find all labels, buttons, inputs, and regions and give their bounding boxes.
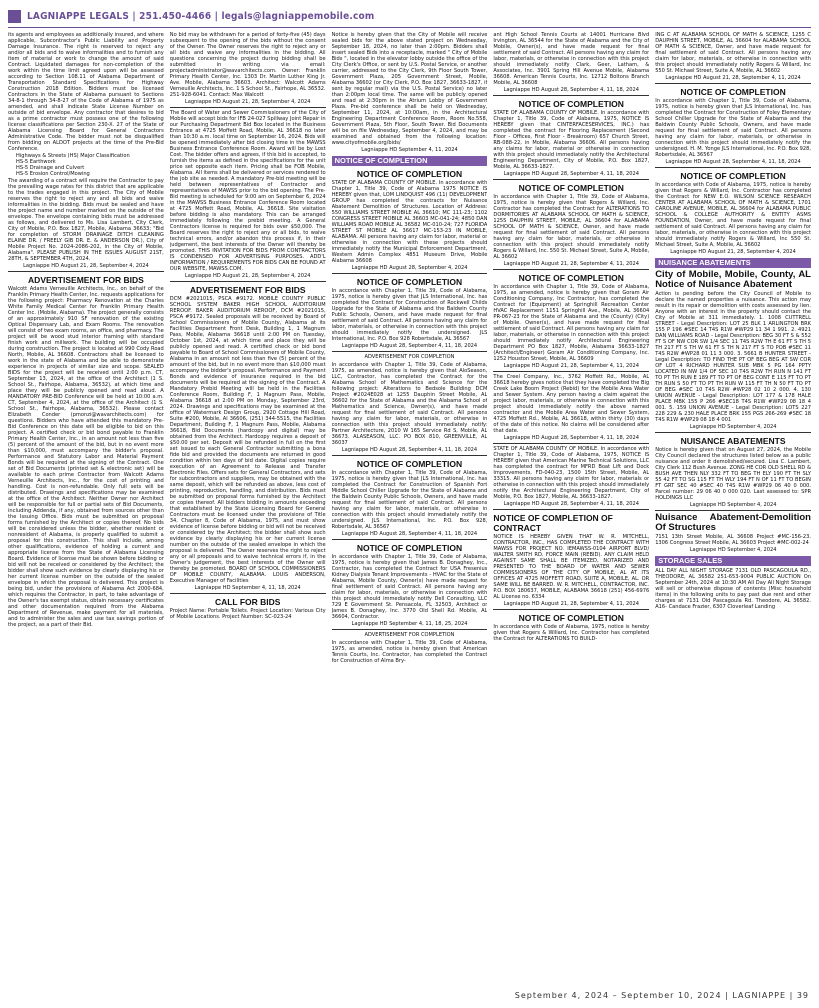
notice-heading: CALL FOR BIDS xyxy=(214,597,281,607)
divider xyxy=(655,167,811,168)
section-bar: NOTICE OF COMPLETION xyxy=(332,156,488,166)
notice-text: In accordance with Chapter 1, Title 39, Code of Alabama, 1975, as amended, notice is hereby given that American Tennis Courts, Inc. Contractor, has completed the Contract for Construction of Alma Bry- xyxy=(331,640,488,664)
page-footer: September 4, 2024 – September 10, 2024 | LAGNIAPPE | 39 xyxy=(514,991,809,1000)
legal-columns xyxy=(8,32,811,982)
notice-text: Walcott Adams Verneuille Architects, Inc., on behalf of the Franklin Primary Health Center, Inc. requests applications for the following project: Pharmacy Renovation at the Charles White Family Medical Center for Franklin Primary Health Center Inc. (Mobile, Alabama). The project generally consists of an approximately 910 SF renovation of the existing Optical Dispensary Lab, and Exam Rooms. The renovation will consist of two exam rooms, an office, and pharmacy. The project will be wood stud interior framing with standard finish work and millwork. The building will be occupied during construction. The project is located at 990 Cody Road North, Mobile, AL 36608. Contractors shall be licensed to work in the state of Alabama and be able to demonstrate experience in projects of similar size and scope. SEALED BIDS for the project will be received until 2:00 p.m. CT, September 13, 2024, at the office of the Architect (1 S. School St., Fairhope, Alabama, 36532), at which time and place they will be publicly opened and read aloud. A MANDATORY PRE-BID Conference will be held at 10:00 a.m. CT, September 4, 2024, at the office of the Architect (1 S. School St., Fairhope, Alabama, 36532). Please contact Elizabeth Conder (pmonzi@wavarchitects.com) for questions. Bidders who have attended this mandatory Pre-Bid Conference on this date will be eligible to bid on this project. A certified check or bid bond payable to Franklin Primary Health Center, Inc., in an amount not less than five (5) percent of the amount of the bid, but in no event more than $10,000, must accompany the bidder's proposal. Performance and Statutory Labor and Material Payment Bonds will be required at the signing of the Contract. One set of Bid Documents (printed set & electronic set) will be available to each prime Contractor from Walcott Adams Verneuille Architects, Inc., for the cost of printing and handling. Cost is non-refundable. Only full sets will be distributed. Drawings and specifications may be examined at the office of the Architect. Neither Owner nor Architect will be responsible for full or partial sets of Bid Documents, including Addenda, if any, obtained from sources other than the Issuing Office. Bids must be submitted on proposal forms furnished by the Architect or copies thereof. No bids will be considered unless the bidder, whether resident or nonresident of Alabama, is properly qualified to submit a proposal for this construction. This shall include, among other qualifications, evidence of holding a current and appropriate license from the State of Alabama Licensing Board. Evidence of license must be shown before bidding or bid will not be received or considered by the Architect; the bidder shall show such evidence by clearly displaying his or her current license number on the outside of the sealed envelope in which the proposal is delivered. This project is being bid, under the provisions of Alabama Act 2000-684, which requires the Contractor, in part, to take advantage of the Owner's tax exempt status, obtain necessary certificates and other documentation required from the Alabama Department of Revenue, make payment for all materials, and to administer the sales and use tax savings portion of the project, as a part of their Bid. xyxy=(8,286,164,628)
divider xyxy=(170,107,326,108)
notice-heading: NUISANCE ABATEMENTS xyxy=(680,436,786,446)
notice-signature: Lagniappe HD August 21, 28, September 4, 11, 2024 xyxy=(503,601,639,607)
list-item: • HS-5 Erosion Control/Mowing xyxy=(16,171,164,177)
notice-signature: Lagniappe HD August 21, 28, September 4, 2024 xyxy=(23,263,149,269)
notice-text: ALL DAY ALL NIGHT STORAGE 7131 OLD PASCAGOULA RD., THEODORE, AL 36582 251-653-9004 PUBLIC AUCTION On September 24th, 2024 at 10:30 AM All Day All Night Storage will sell or otherwise dispose of contents (Misc household items) in the following units to pay past due rent and other charges at 7131 Old Pascagoula Rd. Theodore, AL 36582. A16- Candace Frazier, 6307 Cloverleaf Landing xyxy=(655,568,811,610)
notice-text: In accordance with Chapter 1, Title 39, Code of Alabama, 1975, notice is hereby given that JLS International, Inc. has completed the Contract for Construction of Rockwell Childs Upgrade for the State of Alabama and the Baldwin County Public Schools, Owners, and have made request for final settlement of said Contract. All persons having any claim for labor, materials, or otherwise in connection with this project should immediately notify the undersigned. JLS International, Inc. P.O. Box 928 Robertsdale, AL 36567 xyxy=(331,288,488,342)
divider xyxy=(493,509,649,510)
notice-signature: Lagniappe HD September 4, 2024 xyxy=(689,547,777,553)
notice-text: ant High School Tennis Courts at 14001 Hurricane Blvd Irvington, AL 36544 for the State of Alabama and the City of Mobile, Owner(s), and have made request for final settlement of said Contract. All persons having any claim for labor, materials, or otherwise in connection with this project should immediately notify Clark, Geer, Latham, & Associates, Inc. 3901 Spring Hill Avenue Mobile, Alabama 36608. American Tennis Courts, Inc. 12712 Boltons Branch Mobile, AL 36608 xyxy=(493,32,650,86)
notice-text: The Board of Water and Sewer Commissioners of the City of Mobile will accept bids for IFB 24-027 Spillway Joint Repair in our Purchasing Department Bid Box located in the Business Entrance at 4725 Moffett Road, Mobile, AL 36618 no later than 10:30 a.m. local time on September 16, 2024. Bids will be opened immediately after bid closing time in the MAWSS Business Entrance Conference Room. Award will be by Lost Cost. The bidder offers and agrees, if this bid is accepted, to furnish the items as defined in the specifications for the unit price set opposite each item. Pricing shall be FOB Mobile, Alabama. All items shall be delivered or services rendered to the job site as needed. A mandatory Pre-bid meeting will be held between representatives of Contractor and representatives of MAWSS prior to the bid opening. The Pre-Bid meeting is scheduled for 9:00 am on September 6, 2024 in the MAWSS Business Entrance Conference Room located at 4725 Moffett Road, Mobile, AL 36618. Site visitation before bidding is also mandatory. This can be arranged immediately following the prebid meeting. A General Contractors license is required for bids over $50,000. The Board reserves the right to reject any or all bids, to waive technical errors, and/or abandon this process if, in their judgement, the best interests of the Owner will thereby be promoted. THIS INVITATION FOR BIDS FROM CONTRACTORS IS CONDENSED FOR ADVERTISING PURPOSES. ADD'L INFORMATION / REQUIREMENTS FOR BIDS CAN BE FOUND AT OUR WEBSITE, MAWSS.COM. xyxy=(169,110,326,272)
notice-text: In accordance with Chapter 1, Title 39, Code of Alabama, 1975, notice is hereby given that James B. Donaghey, Inc., Contractor, has completed the Contract for USA Fresenius Kidney Dialysis Tenant Improvements - HVAC for the State of Alabama, Mobile County, Owner(s) have made request for final settlement of said Contract. All persons having any claim for labor, materials, or otherwise in connection with this project should immediately notify Dell Consulting, LLC 729 E Government St. Pensacola, FL 32503, Architect or James B. Donaghey, Inc. 3770 Old Shell Rd. Mobile, AL 36604, Contractor. xyxy=(331,554,488,620)
notice-signature: Lagniappe HD August 28, September 4, 11, 18, 2024 xyxy=(665,159,801,165)
notice-heading: NOTICE OF COMPLETION xyxy=(680,87,786,97)
notice-signature: Lagniappe HD August 21, 28, September 4, 2024 xyxy=(184,273,311,279)
list-item: • HS-5 Earthwork xyxy=(16,159,164,165)
divider xyxy=(332,539,488,540)
notice-text: STATE OF ALABAMA COUNTY OF MOBILE. In accordance with Chapter 1, Title 39, Code of Alabama, 1975, NOTICE IS HEREBY given that CINTERFACESERVICES, INC.) has completed the contract for Flooring Replacement (Second Floor - Offices, First Floor - Breakroom) 657 Church Street, RB-088-22, in Mobile, Alabama 36606. All persons having any claims for labor, material or otherwise in connection with this project should immediately notify the Architectural Engineering Department, City of Mobile, P.O. Box 1827, Mobile, AL 36633-1827. xyxy=(493,110,650,170)
notice-signature: Lagniappe HD August 28, September 4, 11, 18, 2024 xyxy=(503,171,639,177)
notice-text: In accordance with Chapter 1, Title 39, Code of Alabama, 1975, notice is hereby given that JLS International, Inc. has completed the Contract for Construction of Foley Elementary School Chiller Upgrade for the State of Alabama and the Baldwin County Public Schools, Owners, and have made request for final settlement of said Contract. All persons having any claim for labor, materials, or otherwise in connection with this project should immediately notify the undersigned. H. M. Yonge JLS International, Inc. P.O. Box 928, Robertsdale, AL 36567 xyxy=(655,98,811,158)
license-list xyxy=(16,153,164,177)
divider xyxy=(332,629,488,630)
page-header xyxy=(8,6,811,26)
notice-text: In accordance with Code of Alabama, 1975, notice is hereby given that Rogers & Willard, Inc. Contractor has completed the Contract for ALTERATIONS TO BUILD- xyxy=(493,624,650,642)
notice-text: Notice is hereby given that the City of Mobile will receive sealed bids for the above stated project on Wednesday, September 18, 2024, no later than 2:00pm. Bidders shall insert sealed Bids into a receptacle, marked " City of Mobile Bids ", located in the elevator lobby outside the office of the City Clerk's Office, or sent by U.S. Postal Service, or another carrier, addressed to the City Clerk, 9th Floor South Tower, Government Plaza, 205 Government Street, Mobile, Alabama 36602 (or City Clerk, P.O. Box 1827, 36633-1827, if sent by regular mail) via the U.S. Postal Service) no later than 2:00pm local time. The same will be publicly opened and read at 2:30pm in the Atrium Lobby of Government Plaza. Pre-bid conference shall be held on Wednesday, September 11, 2024, at 10:00am, in the Architectural Engineering Department Conference Room, Room No.558, Government Plaza, 5th Floor, South Tower. Bid Documents will be on file Wednesday, September 4, 2024, and may be examined and obtained from the following location: www.cityofmobile.org/bids/ xyxy=(331,32,488,146)
header-text: LAGNIAPPE LEGALS | 251.450-4466 | legals@lagniappemobile.com xyxy=(27,10,375,22)
notice-text: In accordance with Chapter 1, Title 39, Code of Alabama, 1975, as amended, notice is hereby given that AloSeason, LLC, Contractor, has completed the Contract for the Alabama School of Mathematics and Science for the following project: Alterations to Bedsole Building DCM Project #2024E028 at 1255 Dauphin Street Mobile, AL 36602 for the State of Alabama and the Alabama School of Mathematics and Science, Owner(s), and have made request for final settlement of said Contract. All persons having any claim for labor, materials, or otherwise in connection with this project should immediately notify: Partner Architecture, 2010 W 165 Service Rd S, Mobile, AL 36673. ALASEASON, LLC. PO BOX 810, GREENVILLE, AL 36037 xyxy=(331,362,488,446)
notice-heading: NOTICE OF COMPLETION xyxy=(356,459,463,469)
notice-signature: Lagniappe HD August 28, September 4, 2024 xyxy=(351,265,468,271)
divider xyxy=(655,432,811,433)
notice-signature: Lagniappe HD August 21, 28, September 4, 11, 2024 xyxy=(503,261,639,267)
notice-text: In accordance with Chapter 1, Title 39, Code of Alabama, 1975, notice is hereby given that Rogers & Willard, Inc. Contractor has completed the Contract for ALTERATIONS TO DORMITORIES AT ALABAMA SCHOOL OF MATH & SCIENCE, 1255 DAUPHIN STREET, MOBILE, AL 36604 for ALABAMA SCHOOL OF MATH & SCIENCE, Owner, and have made request for final settlement of said Contract. All persons having any claim for labor, materials, or otherwise in connection with this project should immediately notify Rogers & Willard, Inc. 550 St. Michael Street, Suite A, Mobile, AL 36602 xyxy=(493,194,650,260)
divider xyxy=(493,609,649,610)
notice-heading: ADVERTISEMENT FOR COMPLETION xyxy=(364,354,455,360)
section-bar: NUISANCE ABATEMENTS xyxy=(655,258,811,268)
column-4 xyxy=(493,32,649,982)
notice-signature: Lagniappe HD September 4, 2024 xyxy=(689,424,777,430)
notice-heading: City of Mobile, Mobile, County, AL Notice of Nuisance Abatement xyxy=(655,269,811,290)
notice-signature: Lagniappe HD August 21, 28, September 4, 11, 2024 xyxy=(665,75,801,81)
divider xyxy=(493,371,649,372)
divider xyxy=(493,95,649,96)
section-bar: STORAGE SALES xyxy=(655,556,811,566)
notice-text: Notice is hereby given that on August 27, 2024, the Mobile City Council declared the structures listed below as a public nuisance and order it demolished/secured. Lisa C. Lambert, City Clerk 112 Bush Avenue. ZONG HE COR OLD SHELL RD & BUSH AVE THEN NLY 332 FT TO BEG TH ELY 190 FT TH SLY 55 42 FT TO SG 115 FT TH WLY 194 FT N OF 11 FT TO BEGIN FT GRT SEC 40 #SEC 40 T4S R1W #WP29 06 40 0 000. Parcel number: 29 06 40 0 000 020. Last assessed to: SPR HOLDINGS LLC xyxy=(655,447,811,501)
notice-text: Action is pending before the City Council of Mobile to declare the named properties a nuisance. This action may result in its repair or demolition with costs assessed by lien. Anyone with an interest in the property should contact the City of Mobile at 311 immediately. 1. 1008 CUTTRELL STREET - Legal Description: LOT 25 BLK 1 ARLINGTON BRK 155 P 196 #SEC 14 T4S R1W #WP29 11 34 1 991. 2. 4921 DAN WILLIAMS ROAD - Legal Description: BEG 30 FT S & 552 FT S OF NW COR SW 1/4 SEC 11 T4S R2W TH E 61 FT S TH 5 TH 217 FT S TH W 61 FT S TH N 217 FT S TO POB #SEC 11 T4S R2W #WP28 01 11 3 000. 3. 5661 B HUNTER STREET - Legal Description: TO FIND THE PT OF BEG BEG AT SW COR OF LOT 4 RICHARD HUNTER SUB MBK 5 PG 164 PPTY LOCATED IN NW 1/4 OF SEC 10 T4S R2W TH RUN N 141 FT TO PT TH RUN E 189 FT TO PT OF BEG CONT E 115 FT TO PT TH RUN S 50 FT TO PT TH RUN W 115 FT TH N 50 FT TO PT OF BEG #SEC 10 T4S R2W #WP28 02 10 2 000. 4. 130 UNION AVENUE - Legal Description: LOT 177 & 178 HALE PLACE MBK 155 P 266 #SEC18 T4S R1W #WP29 08 18 4 001. 5. 159 UNION AVENUE - Legal Description: LOTS 227 228 229 & 230 HALE PLACE BRK 155 PGS 266-269 #SEC 18 T4S R1W #WP29 08 18 4 001 xyxy=(655,291,811,423)
notice-heading: ADVERTISEMENT FOR COMPLETION xyxy=(364,632,455,638)
notice-heading: ADVERTISEMENT FOR BIDS xyxy=(189,285,306,295)
notice-heading: NOTICE OF COMPLETION xyxy=(680,171,786,181)
notice-text: Project Name: Portable Toilets. Project Location: Various City of Mobile Locations. Project Number: SC-023-24 xyxy=(169,608,326,620)
divider xyxy=(170,281,326,282)
notice-text: DCM #2021015, PSCA #9172. MOBILE COUNTY PUBLIC SCHOOL SYSTEM BAKER HIGH SCHOOL AUDITORIUM REROOF. BAKER AUDITORIUM REROOF, DCM #2021015, PSCA #9172. Sealed proposals will be received by Board of School Commissioners of Mobile County, Alabama at its Facilities Department Front Desk, Building 1, 1 Magnum Pass, Mobile, Alabama 36618 until 2:00 PM on Tuesday, October 1st, 2024, at which time and place they will be publicly opened and read. A certified check or bid bond payable to Board of School Commissioners of Mobile County, Alabama in an amount not less than five (5) percent of the amount of the bid, but in no event more than $10,000 must accompany the bidder's proposal. Performance and Payment Bonds and evidence of insurance required in the bid documents will be required at the signing of the Contract. A Mandatory Prebid Meeting will be held in the Facilities Conference Room, Building F, 1 Magnum Pass, Mobile, Alabama 36618 at 2:00 PM on Monday, September 23rd, 2024. Drawings and specifications may be examined at the office of Watermark Design Group, 2920 Cottage Hill Road, Suite #200, Mobile, Al 36606, (251) 344-5515, the Facilities Department, Building F, 1 Magnum Pass, Mobile, Alabama 36618, Bid Documents (hardcopy and digital) may be obtained from the Architect. Hardcopy requires a deposit of $50.00 per set. Deposit will be refunded in full on the first set issued to each General Contractor submitting a bona fide bid and provided the documents are returned in good condition within ten days of bid date. Digital copies require execution of an Agreement to Release and Transfer Electronic Files. Offers sets for General Contractors, and sets for subcontractors and suppliers, may be obtained with the same deposit, which will be refunded as above, less cost of printing, reproduction, handling, and distribution. Bids must be submitted on proposal forms furnished by the Architect or copies thereof. All bidders bidding in amounts exceeding that established by the State Licensing Board for General Contractors must be licensed under the provisions of Title 34, Chapter 8, Code of Alabama, 1975, and must show evidence of license before bidding or bid will not be received or considered by the Architect; the bidder shall show such evidence by clearly displaying his or her current license number on the outside of the sealed envelope in which the proposal is delivered. The Owner reserves the right to reject any or all proposals and to waive technical errors if, in the Owner's judgement, the best interests of the Owner will thereby be promoted. BOARD OF SCHOOL COMMISSIONERS OF MOBILE COUNTY, ALABAMA. LOUIS ANDERSON, Executive Manager of Facilities xyxy=(169,296,326,584)
notice-text: The Creel Company, Inc., 3762 Moffett Rd., Mobile, AL 36618 hereby gives notice that they have completed the Big Creek Lake Boom Project (Rebid) for the Mobile Area Water and Sewer System. Any person having a claim against the project labor, materials, or otherwise in connection with this project should immediately notify the above named contractor and the Mobile Area Water and Sewer System, 4725 Moffett Rd., Mobile, AL 36618, within thirty (30) days of the date of this notice. No claims will be considered after that date. xyxy=(493,374,650,434)
divider xyxy=(655,510,811,511)
notice-heading: NOTICE OF COMPLETION xyxy=(518,273,624,283)
notice-signature: Lagniappe HD September 4, 11, 2024 xyxy=(361,147,458,153)
column-3 xyxy=(332,32,488,982)
notice-signature: Lagniappe HD August 21, 28, September 4, 11, 2024 xyxy=(503,363,639,369)
notice-signature: Lagniappe HD September 4, 2024 xyxy=(689,502,777,508)
divider xyxy=(493,179,649,180)
notice-signature: Lagniappe HD September 4, 11, 18, 2024 xyxy=(194,585,301,591)
notice-text: In accordance with Chapter 1, Title 39, Code of Alabama, 1975, notice is hereby given that JLS International, Inc. has completed the Contract for Construction of Spanish Fort Middle School Chiller Upgrade for the State of Alabama and the Baldwin County Public Schools, Owners, and have made request for final settlement of said Contract. All persons having any claim for labor, materials, or otherwise in connection with this project should immediately notify the undersigned. JLS International, Inc. P.O. Box 928, Robertsdale, AL 36567 xyxy=(331,470,488,530)
notice-heading: NOTICE OF COMPLETION xyxy=(356,169,463,179)
notice-text: In accordance with Chapter 1, Title 39, Code of Alabama, 1975, as amended, notice is hereby given that Goram Air Conditioning Company, Inc Contractor, has completed the Contract for (Equipment) at Springhill Recreation Center HVAC Replacement 1151 Springhill Ave., Mobile, AL 36604 PR-067-23 for the State of Alabama and the (County) (City) of Mobile. Owner(s), and have made request for final settlement of said Contract. All persons having any claim for labor, materials, or otherwise in connection with this project should immediately notify Architectural Engineering Department PO Box 1827, Mobile, Alabama 36633-1827 (Architect/Engineer) Goram Air Conditioning Company, Inc. 1252 Houston Street, Mobile, AL 36609 xyxy=(493,284,650,362)
notice-heading: NOTICE OF COMPLETION xyxy=(518,99,624,109)
notice-heading: NOTICE OF COMPLETION xyxy=(356,543,463,553)
notice-heading: NOTICE OF COMPLETION xyxy=(518,613,624,623)
notice-text: STATE OF ALABAMA COUNTY OF MOBILE. In accordance with Chapter 1, Title 39, Code of Alabama 1975 NOTICE IS HEREBY given that, LOM LINDQUIST 496 (11) DEVELOPMENT GROUP has completed the contracts for Nuisance Abatement Demolition of Structures. Location of Address: 550 WILLIAMS STREET MOBILE AL 36610; MC 111-23; 1102 CONGRESS STREET MOBILE AL 36603 MC-041-24; 4850 DAN WILLIAMS ROAD MOBILE AL 36582 MC-010-24; 727 FLORIDA STREET ST MOBILE AL 36617 MC-153-23 IN MOBILE, ALABAMA. All persons having any claim for labor, material or otherwise in connection with these projects should immediately notify the Municipal Enforcement Department, Western Admin Complex 4851 Museum Drive, Mobile Alabama 36608 xyxy=(331,180,488,264)
divider xyxy=(332,273,488,274)
notice-text: ING C AT ALABAMA SCHOOL OF MATH & SCIENCE, 1255 C DAUPHIN STREET, MOBILE, AL 36604 for ALABAMA SCHOOL OF MATH & SCIENCE, Owner, and have made request for final settlement of said Contract. All persons having any claim for labor, materials, or otherwise in connection with this project should immediately notify Rogers & Willard, Inc 550 St. Michael Street, Suite A, Mobile, AL 36602 xyxy=(655,32,811,74)
notice-signature: Lagniappe HD August 28, September 4, 11, 18, 2024 xyxy=(503,87,639,93)
column-2 xyxy=(170,32,326,982)
list-item: • HS-5 Drainage and Culvert xyxy=(16,165,164,171)
column-5 xyxy=(655,32,811,982)
divider xyxy=(493,269,649,270)
notice-signature: Lagniappe HD August 28, September 4, 11, 18, 2024 xyxy=(503,435,639,441)
notice-heading: NOTICE OF COMPLETION xyxy=(356,277,463,287)
notice-text: In accordance with Code of Alabama, 1975, notice is hereby given that Rogers & Willard, Inc. Contractor has completed the Contract for NEW E.O. WILSON SCIENCE RESEARCH CENTER AT ALABAMA SCHOOL OF MATH & SCIENCE, 1701 CAROLINE AVENUE, MOBILE, AL 36604 for ALABAMA PUBLIC SCHOOL & COLLEGE AUTHORITY & ENTITY ASMS FOUNDATION, Owner, and have made request for final settlement of said Contract. All persons having any claim for labor, materials, or otherwise in connection with this project should immediately notify Rogers & Willard, Inc 550 St. Michael Street, Suite A, Mobile, AL 36602 xyxy=(655,182,811,248)
notice-signature: Lagniappe HD August 28, September 4, 11, 18, 2024 xyxy=(503,501,639,507)
notice-text: STATE OF ALABAMA COUNTY OF MOBILE. In accordance with Chapter 1, Title 39, Code of Alabama, 1975, NOTICE IS HEREBY given that American Marine Technical Solutions, LLC has completed the contract for MFRD Boat Lift and Dock Improvements, FD-040-23, 1500 15th Street, Mobile, AL 33315. All persons having any claim for labor, materials or otherwise in connection with this project should immediately notify the Architectural Engineering Department, City of Mobile, P.O. Box 1827, Mobile, AL 36633-1827. xyxy=(493,446,650,500)
list-item: • Highways & Streets (HS) Major Classification xyxy=(16,153,164,159)
notice-signature: Lagniappe HD August 28, September 4, 11, 18, 2024 xyxy=(341,343,478,349)
notice-text: NOTICE IS HEREBY GIVEN THAT W. R. MITCHELL, CONTRACTOR, INC., HAS COMPLETED THE CONTRACT WITH MAWSS FOR PROJECT NO. IEMAWSS-0104 AIRPORT BLVD/ WALTER SMITH RD. FORCE MAIN (REBID). ANY CLAIM HELD AGAINST SAME SHALL BE ITEMIZED, NOTARIZED AND PRESENTED TO THE BOARD OF WATER AND SEWER COMMISSIONERS OF THE CITY OF MOBILE, AL AT ITS OFFICES AT 4725 MOFFETT ROAD, SUITE A, MOBILE, AL. OR SAME WILL BE BARRED. W. R. MITCHELL, CONTRACTOR, INC. P.O. BOX 180637, MOBILE, ALABAMA 36618 (251) 456-6976 AL License no. 6334 xyxy=(493,534,650,600)
notice-signature: Lagniappe HD August 21, 28, September 4, 2024 xyxy=(184,99,311,105)
divider xyxy=(8,271,164,272)
divider xyxy=(655,83,811,84)
notice-signature: Lagniappe HD August 21, 28, September 4, 2024 xyxy=(670,249,796,255)
notice-signature: Lagniappe HD August 28, September 4, 11, 18, 2024 xyxy=(341,531,478,537)
notice-text: No bid may be withdrawn for a period of forty-five (45) days subsequent to the opening of the bids without the consent of the Owner. The Owner reserves the right to reject any or all bids and waive any informalities in the bidding. All questions concerning the project during bidding shall be submitted in writing via email: projectadministrator@wavarchitects.com. Owner: Franklin Primary Health Center, Inc. 1303 Dr. Martin Luther King Jr. Ave. Mobile, Alabama 36603. Architect: Walcott Adams Verneuille Architects, Inc. 1 S School St., Fairhope, AL 36532. 251-928-6041. Contact: Max Walcott xyxy=(169,32,326,98)
notice-text: 7151 13th Street Mobile, AL 36608 Project #MC-156-23. 1306 Congress Street Mobile, AL 36603 Project #MC-002-24 xyxy=(655,534,811,546)
divider xyxy=(493,443,649,444)
notice-heading: NOTICE OF COMPLETION xyxy=(518,183,624,193)
notice-signature: Lagniappe HD August 28, September 4, 11, 18, 2024 xyxy=(341,447,478,453)
notice-heading: Nuisance Abatement-Demolition Of Structures xyxy=(655,512,811,533)
notice-signature: Lagniappe HD September 4, 11, 18, 25, 2024 xyxy=(351,621,468,627)
header-rule xyxy=(8,27,811,28)
notice-text: its agents and employees as additionally insured, and where applicable, Subcontractor's Public Liability and Property Damage Insurance. The right is reserved to reject any and/or all bids and to waive informalities and to furnish any item of material or work to change the amount of said Contract. Liquidated damages for non-completion of the work within the time limit agreed upon will be assessed according to Section 108.11 of Alabama Department of Transportation Standard Specifications for Highway Construction 2018 Edition. Bidders must be licensed Contractors in the State of Alabama pursuant to Sections 34-8-1 through 34-8-27 of the Code of Alabama of 1975 as amended, and shall indicate State License Number on outside of bid envelope. Any contractor that desires to bid as a prime contractor must possess one of the following license classifications per Section 230-X. 27 of the State of Alabama Licensing Board for General Contractors Administrative Code. The bidder must not be disqualified from bidding on ALDOT projects at the time of the Pre-Bid Conference. xyxy=(8,32,164,152)
notice-heading: ADVERTISEMENT FOR BIDS xyxy=(28,275,144,285)
notice-heading: NOTICE OF COMPLETION OF CONTRACT xyxy=(493,513,613,533)
header-square-icon xyxy=(8,10,21,23)
divider xyxy=(332,455,488,456)
column-1 xyxy=(8,32,164,982)
notice-text: The awarding of a contract will require the Contractor to pay the prevailing wage rates for this district that are applicable to the trades engaged in this project. The City of Mobile reserves the right to reject any and all bids and waive informalities in the bidding. Bids must be sealed and have the project name and number marked on the outside of the envelope. The envelope containing bids must be addressed as follows, and delivered to Ms. Lisa Lambert, City Clerk, City of Mobile, P.O. Box 1827, Mobile, Alabama 36633; "Bid for completion of STORM DRAINAGE DITCH CLEANING ELAINE DR. / FREELY GIB DR. E. & ANDERSON DR.), City of Mobile Project No. 2024-2086-202, in the City of Mobile, Alabama". PLEASE PUBLISH IN THE ISSUES AUGUST 21ST, 28TH, & SEPTEMBER 4TH, 2024. xyxy=(8,178,164,262)
divider xyxy=(170,593,326,594)
divider xyxy=(332,351,488,352)
